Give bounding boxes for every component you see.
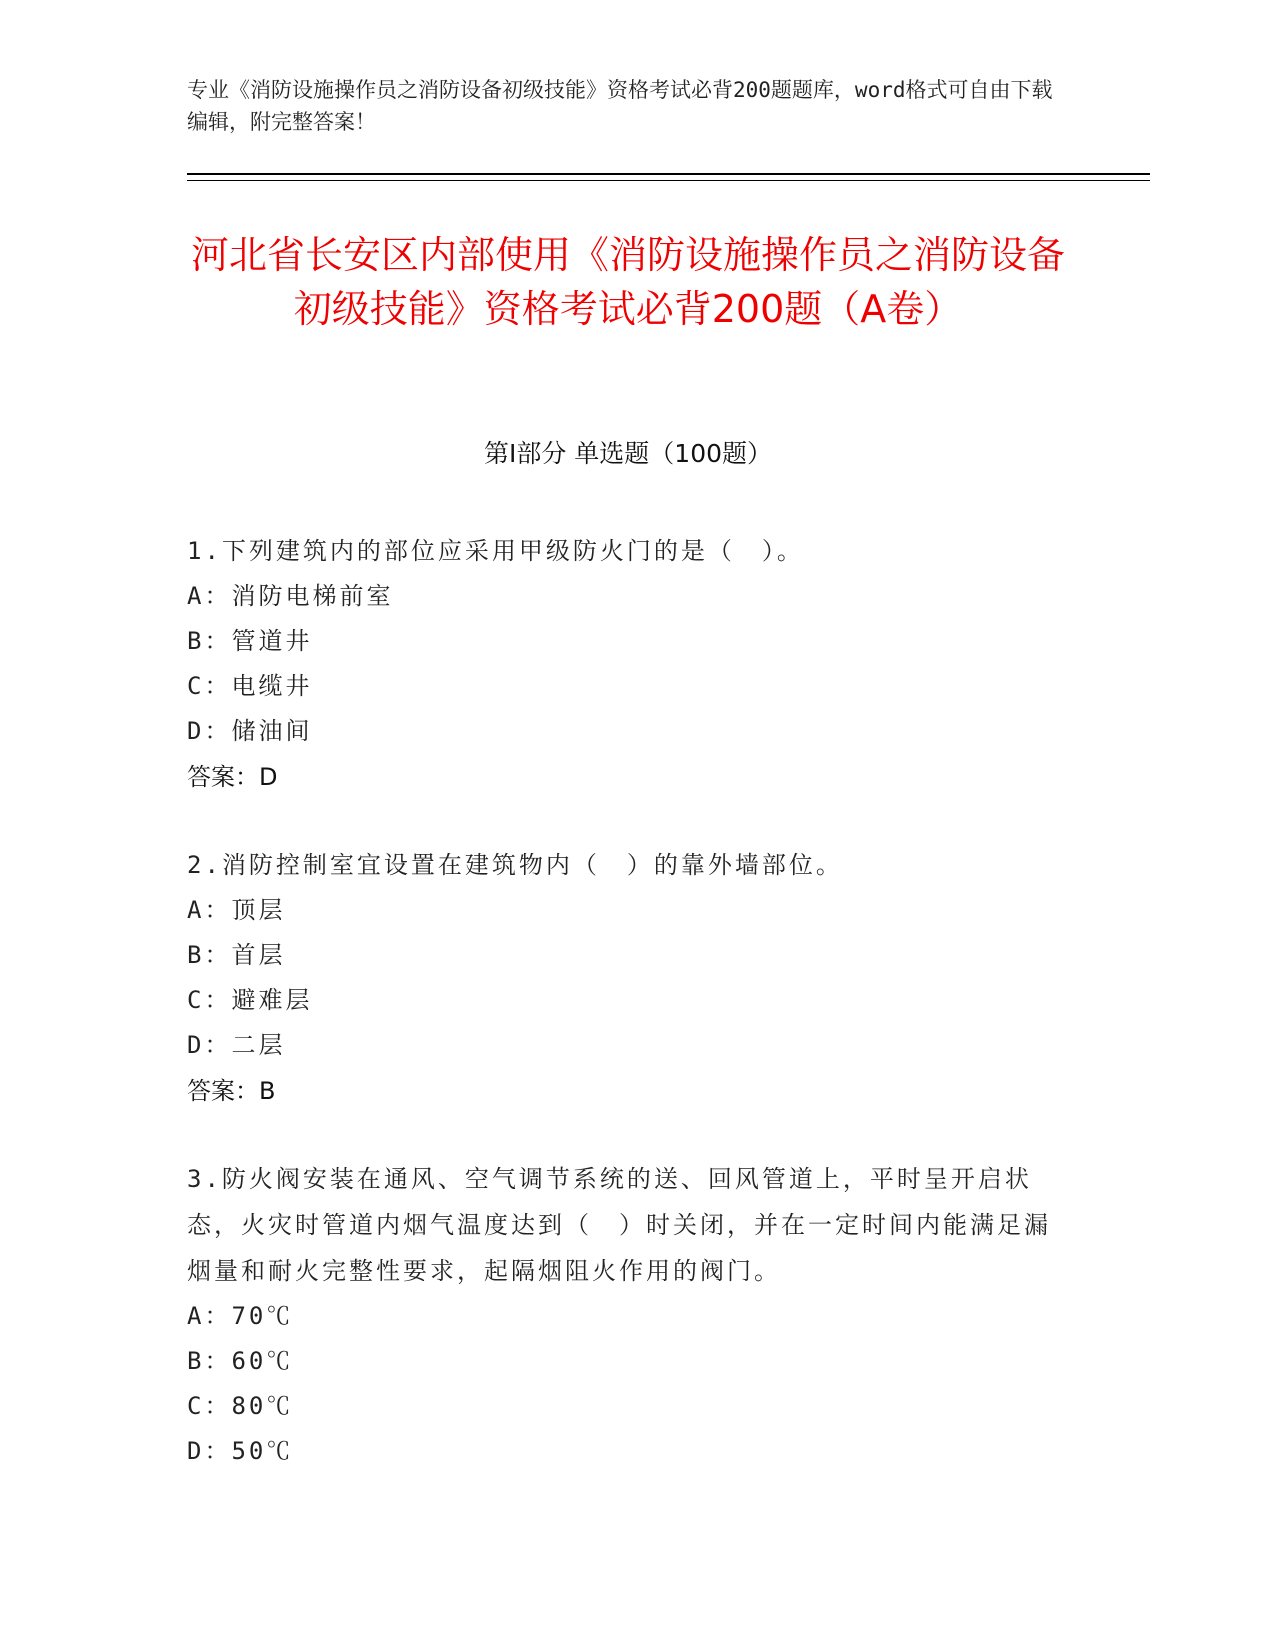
document-title: 河北省长安区内部使用《消防设施操作员之消防设备初级技能》资格考试必背200题（A卷）: [190, 233, 1065, 331]
answer: 答案：D: [187, 763, 278, 791]
question-stem: 1.下列建筑内的部位应采用甲级防火门的是（ ）。: [187, 537, 804, 565]
question-list: [187, 528, 1067, 1516]
header-rule-thin: [187, 180, 1150, 181]
option-d: D：二层: [187, 1031, 286, 1059]
option-b: B：管道井: [187, 627, 313, 655]
option-c: C：避难层: [187, 986, 313, 1014]
section-title: 第Ⅰ部分 单选题（100题）: [483, 439, 773, 468]
question-2: [187, 842, 1067, 1114]
header-note: 专业《消防设施操作员之消防设备初级技能》资格考试必背200题题库，word格式可自由下载编辑，附完整答案！: [187, 78, 1053, 134]
option-a: A：消防电梯前室: [187, 582, 394, 610]
option-a: A：顶层: [187, 896, 286, 924]
question-stem: 2.消防控制室宜设置在建筑物内（ ）的靠外墙部位。: [187, 851, 843, 879]
header-rule-thick: [187, 173, 1150, 175]
option-b: B：60℃: [187, 1347, 294, 1375]
question-1: [187, 528, 1067, 800]
question-3: [187, 1156, 1067, 1474]
question-stem: 3.防火阀安装在通风、空气调节系统的送、回风管道上，平时呈开启状态，火灾时管道内烟气温度达到（ ）时关闭，并在一定时间内能满足漏烟量和耐火完整性要求，起隔烟阻火作用的阀门。: [187, 1165, 1051, 1285]
option-d: D：50℃: [187, 1437, 294, 1465]
option-d: D：储油间: [187, 717, 313, 745]
option-b: B：首层: [187, 941, 286, 969]
option-c: C：电缆井: [187, 672, 313, 700]
option-a: A：70℃: [187, 1302, 294, 1330]
answer: 答案：B: [187, 1077, 276, 1105]
option-c: C：80℃: [187, 1392, 294, 1420]
